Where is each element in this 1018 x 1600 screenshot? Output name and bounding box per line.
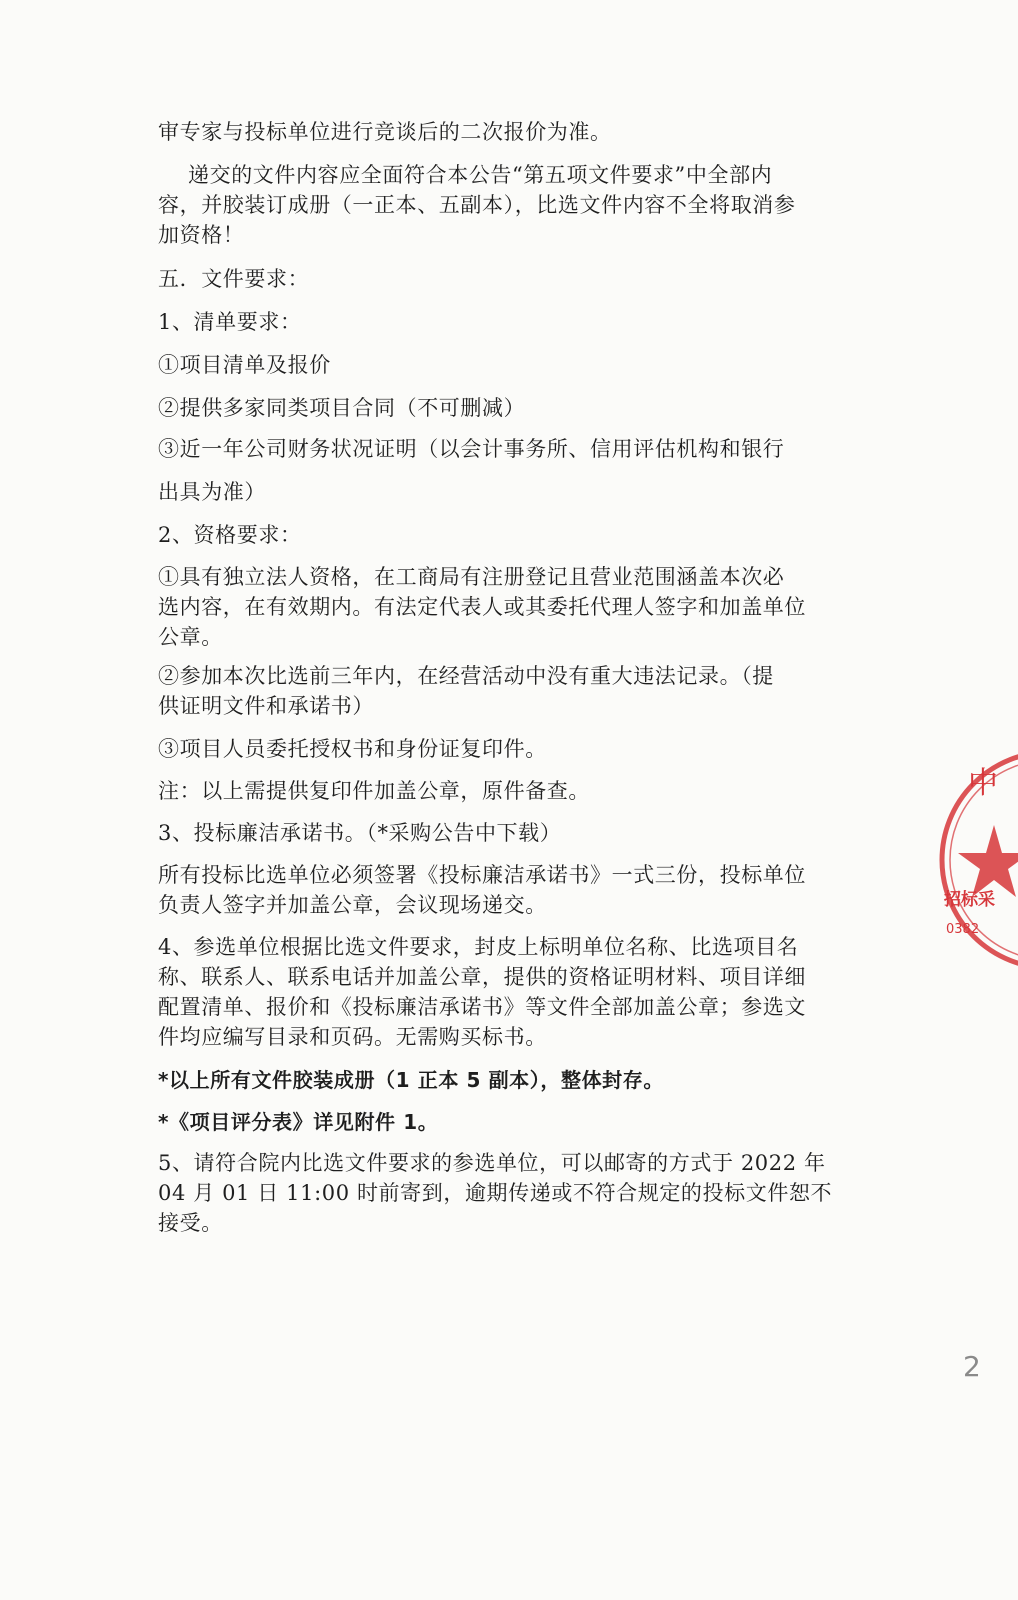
section-heading: 五．文件要求： xyxy=(158,267,310,291)
subsection-heading: 4、参选单位根据比选文件要求，封皮上标明单位名称、比选项目名 xyxy=(158,935,799,959)
seal-text-top: 中 xyxy=(968,766,998,801)
subsection-heading: 1、清单要求： xyxy=(158,310,302,334)
list-item: ③项目人员委托授权书和身份证复印件。 xyxy=(158,737,547,761)
subsection-heading: 3、投标廉洁承诺书。（*采购公告中下载） xyxy=(158,821,562,845)
text-line: 审专家与投标单位进行竞谈后的二次报价为准。 xyxy=(158,120,612,144)
seal-text-mid: 招标采 xyxy=(944,890,995,910)
text-line: 出具为准） xyxy=(158,480,266,504)
official-seal xyxy=(938,745,1018,975)
text-line: 递交的文件内容应全面符合本公告“第五项文件要求”中全部内 xyxy=(188,163,773,187)
text-line: 配置清单、报价和《投标廉洁承诺书》等文件全部加盖公章；参选文 xyxy=(158,995,806,1019)
text-line: 容，并胶装订成册（一正本、五副本），比选文件内容不全将取消参 xyxy=(158,193,796,217)
list-item: ①项目清单及报价 xyxy=(158,353,331,377)
bold-note: *《项目评分表》详见附件 1。 xyxy=(158,1110,439,1134)
text-line: 负责人签字并加盖公章，会议现场递交。 xyxy=(158,893,547,917)
text-line: 接受。 xyxy=(158,1211,223,1235)
text-line: 件均应编写目录和页码。无需购买标书。 xyxy=(158,1025,547,1049)
text-line: 公章。 xyxy=(158,625,223,649)
text-line: 所有投标比选单位必须签署《投标廉洁承诺书》一式三份，投标单位 xyxy=(158,863,806,887)
list-item: ①具有独立法人资格，在工商局有注册登记且营业范围涵盖本次必 xyxy=(158,565,785,589)
list-item: ③近一年公司财务状况证明（以会计事务所、信用评估机构和银行 xyxy=(158,437,785,461)
text-line: 选内容，在有效期内。有法定代表人或其委托代理人签字和加盖单位 xyxy=(158,595,806,619)
page-number: 2 xyxy=(963,1350,981,1383)
text-line: 04 月 01 日 11:00 时前寄到，逾期传递或不符合规定的投标文件恕不 xyxy=(158,1181,833,1205)
text-line: 加资格！ xyxy=(158,223,245,247)
note-line: 注：以上需提供复印件加盖公章，原件备查。 xyxy=(158,779,590,803)
list-item: ②参加本次比选前三年内，在经营活动中没有重大违法记录。（提 xyxy=(158,664,774,688)
text-line: 供证明文件和承诺书） xyxy=(158,694,374,718)
bold-note: *以上所有文件胶装成册（1 正本 5 副本），整体封存。 xyxy=(158,1068,664,1092)
seal-graphic xyxy=(938,745,1018,975)
text-line: 称、联系人、联系电话并加盖公章，提供的资格证明材料、项目详细 xyxy=(158,965,806,989)
seal-text-num: 0382 xyxy=(946,922,980,937)
subsection-heading: 2、资格要求： xyxy=(158,523,302,547)
list-item: ②提供多家同类项目合同（不可删减） xyxy=(158,396,526,420)
subsection-heading: 5、请符合院内比选文件要求的参选单位，可以邮寄的方式于 2022 年 xyxy=(158,1151,826,1175)
